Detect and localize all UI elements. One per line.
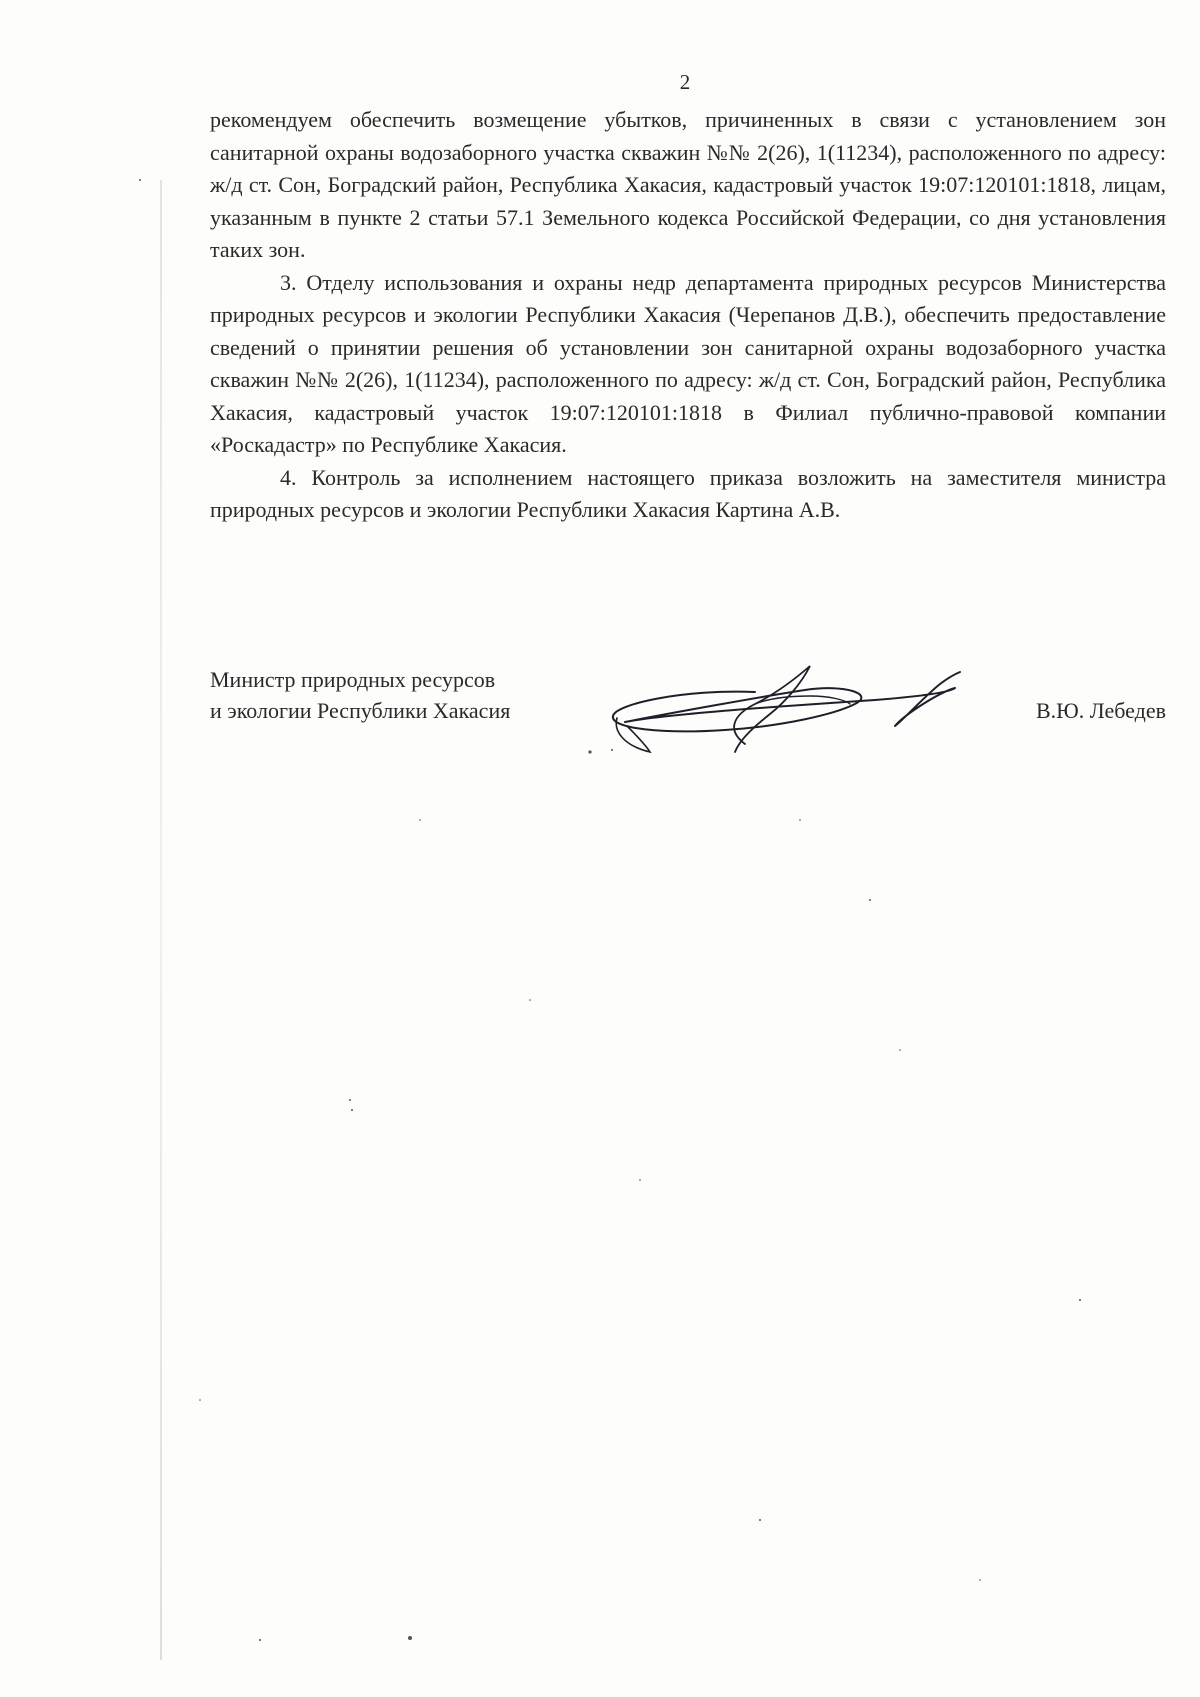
paragraph-continuation: рекомендуем обеспечить возмещение убытков, причиненных в связи с установлением зон санитарной охраны водозаборного участка скважин №№ 2(26), 1(11234), расположенного по адресу: ж/д ст. Сон, Боградский район, Республика Хакасия, кадастровый участок 19:07:120101:1818, лицам, указанным в пункте 2 статьи 57.1 Земельного кодекса Российской Федерации, со дня установления таких зон. (210, 107, 1166, 262)
paragraph-item-4: 4. Контроль за исполнением настоящего приказа возложить на заместителя министра природных ресурсов и экологии Республики Хакасия Картина А.В. (210, 464, 1166, 522)
signatory-title (210, 664, 610, 726)
handwritten-signature (605, 634, 995, 764)
signature-block (210, 664, 1166, 774)
scan-edge-line (160, 180, 162, 1660)
signatory-title-line-2: и экологии Республики Хакасия (210, 698, 511, 723)
document-body (210, 104, 1166, 527)
paragraph-item-3: 3. Отделу использования и охраны недр департамента природных ресурсов Министерства природных ресурсов и экологии Республики Хакасия (Черепанов Д.В.), обеспечить предоставление сведений о принятии решения об установлении зон санитарной охраны водозаборного участка скважин №№ 2(26), 1(11234), расположенного по адресу: ж/д ст. Сон, Боградский район, Республика Хакасия, кадастровый участок 19:07:120101:1818 в Филиал публично-правовой компании «Роскадастр» по Республике Хакасия. (210, 269, 1166, 457)
signatory-name: В.Ю. Лебедев (1035, 698, 1166, 723)
page-number: 2 (679, 70, 691, 94)
signatory-title-line-1: Министр природных ресурсов (210, 667, 496, 692)
